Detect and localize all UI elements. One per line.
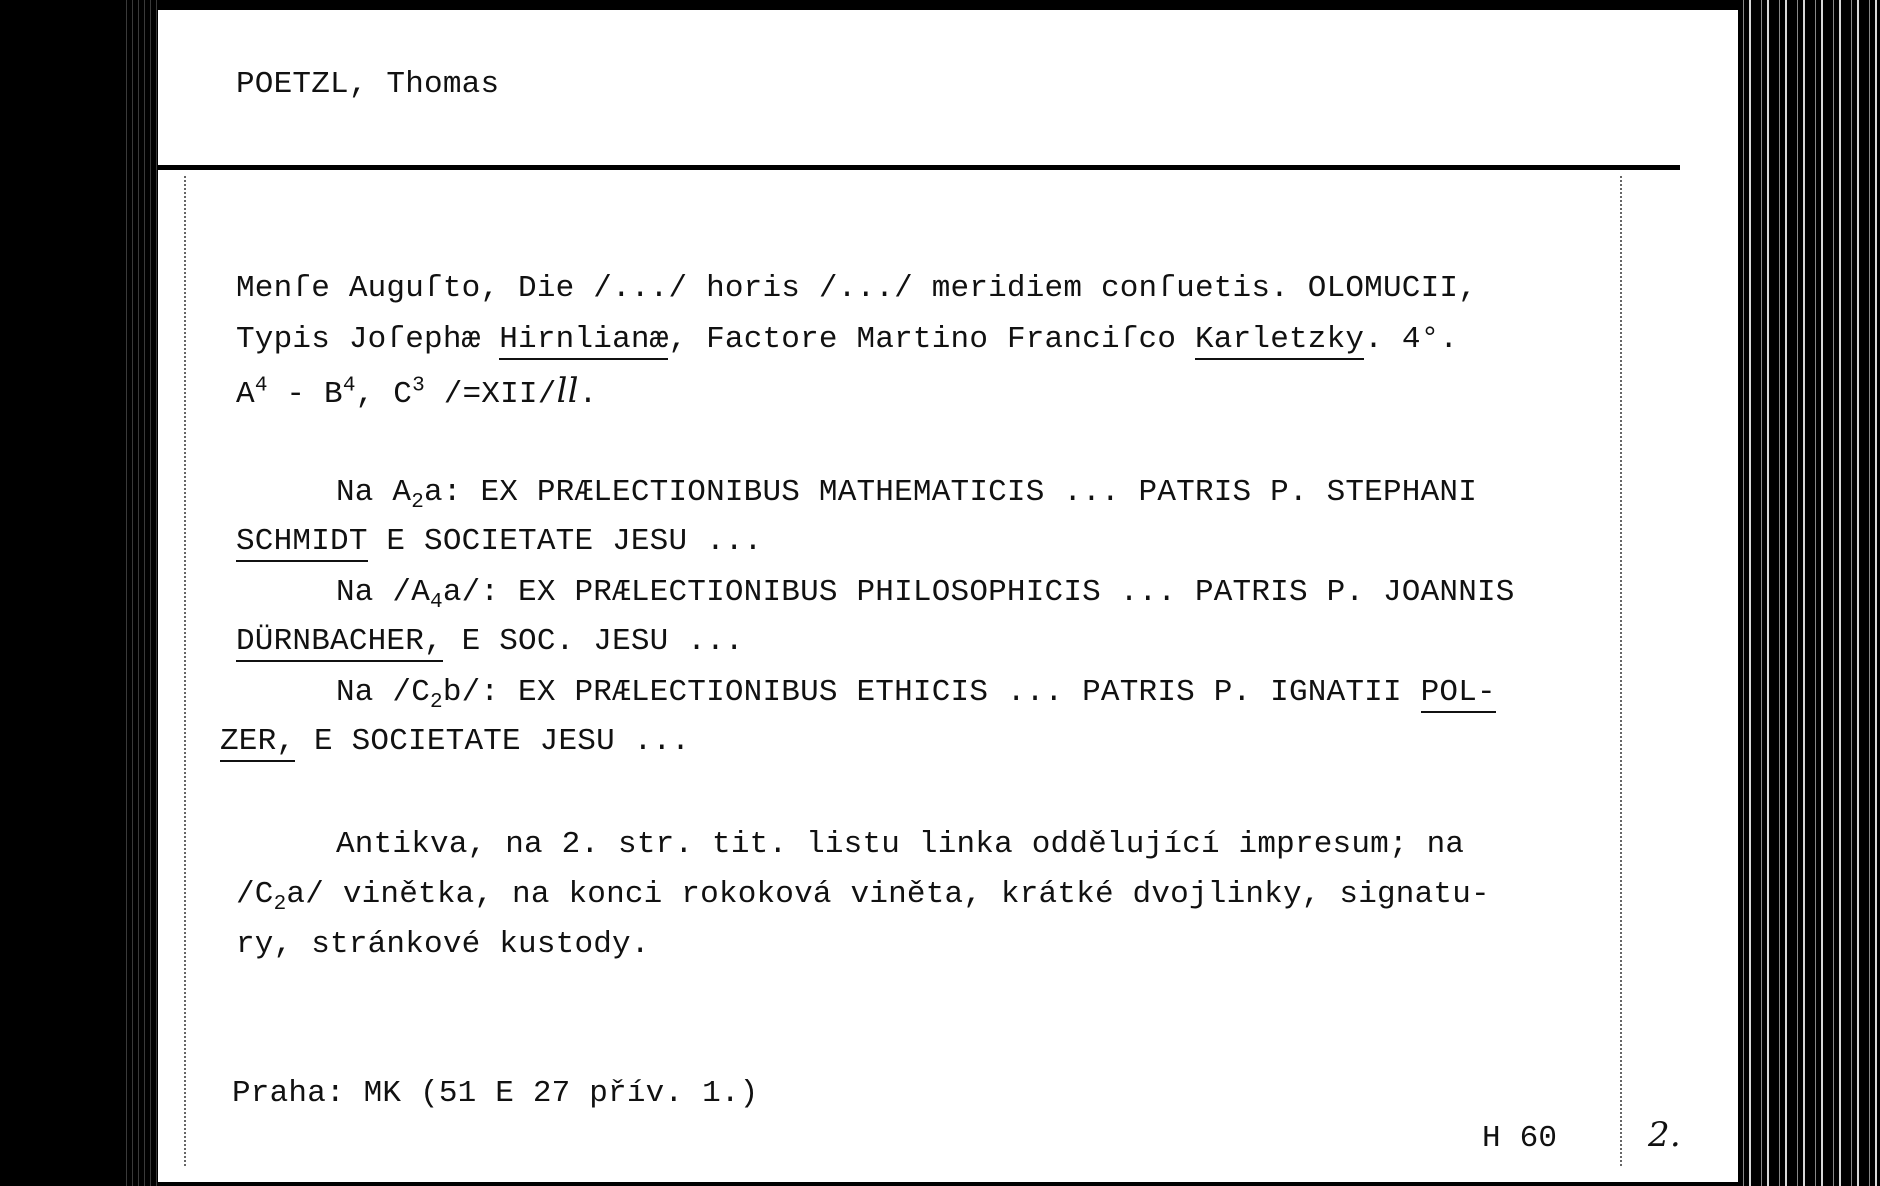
entry-1-line-1	[336, 475, 1478, 515]
entry-name: DÜRNBACHER,	[236, 624, 443, 662]
format-text: . 4°.	[1364, 322, 1459, 357]
description-line-2	[236, 877, 1490, 917]
imprint-line-1: Menſe Auguſto, Die /.../ horis /.../ meridiem conſuetis. OLOMUCII,	[236, 271, 1477, 306]
shelfmark: H 60	[1482, 1121, 1558, 1156]
collation-text: /=XII/	[424, 377, 557, 412]
collation-text: A	[236, 377, 255, 412]
description-text: /C	[236, 877, 274, 912]
entry-sub: 2	[411, 491, 425, 515]
factor-name: Karletzky	[1195, 322, 1364, 360]
entry-2-line-1	[336, 575, 1515, 615]
entry-lead: Na A	[336, 475, 412, 510]
description-line-1: Antikva, na 2. str. tit. listu linka oddělující impresum; na	[336, 827, 1465, 862]
handwritten-mark: ll	[556, 371, 579, 411]
entry-text: E SOC. JESU ...	[442, 624, 744, 659]
entry-text: E SOCIETATE JESU ...	[295, 724, 691, 759]
entry-1-line-2	[236, 525, 763, 559]
collation-text: - B	[267, 377, 343, 412]
collation-sup: 4	[254, 374, 268, 398]
entry-sub: 2	[430, 691, 443, 715]
entry-name: SCHMIDT	[236, 524, 368, 562]
catalog-card	[158, 10, 1738, 1182]
entry-lead: Na /A	[336, 575, 431, 610]
heading-author: POETZL, Thomas	[236, 67, 500, 102]
entry-3-line-1	[336, 675, 1496, 715]
entry-3-line-2	[220, 725, 690, 759]
imprint-text: Typis Joſephæ	[236, 322, 500, 357]
entry-name: POL-	[1421, 675, 1496, 713]
collation-text: .	[578, 377, 598, 412]
entry-text: a/: EX PRÆLECTIONIBUS PHILOSOPHICIS ... PATRIS P. JOANNIS	[442, 575, 1515, 610]
entry-text: E SOCIETATE JESU ...	[367, 524, 763, 559]
holding-location: Praha: MK (51 E 27 přív. 1.)	[232, 1076, 759, 1111]
description-text: a/ vinětka, na konci rokoková viněta, krátké dvojlinky, signatu-	[286, 877, 1490, 912]
entry-text: b/: EX PRÆLECTIONIBUS ETHICIS ... PATRIS P. IGNATII	[442, 675, 1421, 710]
entry-text: a: EX PRÆLECTIONIBUS MATHEMATICIS ... PATRIS P. STEPHANI	[424, 475, 1478, 510]
scan-border-left	[0, 0, 124, 1186]
dotted-margin-right	[1620, 176, 1622, 1166]
heading-rule	[158, 165, 1680, 170]
shelfmark-handwritten: 2.	[1648, 1115, 1681, 1155]
collation-line	[236, 371, 598, 412]
collation-sup: 3	[412, 374, 425, 398]
entry-2-line-2	[236, 625, 744, 659]
entry-name: ZER,	[220, 724, 295, 762]
imprint-text: , Factore Martino Franciſco	[668, 322, 1195, 357]
description-line-3: ry, stránkové kustody.	[236, 927, 650, 962]
collation-text: , C	[355, 377, 413, 412]
entry-sub: 4	[430, 591, 443, 615]
entry-lead: Na /C	[336, 675, 431, 710]
collation-sup: 4	[342, 374, 356, 398]
scan-edge-left	[124, 0, 160, 1186]
dotted-margin-left	[184, 176, 186, 1166]
printer-name: Hirnlianæ	[499, 322, 668, 360]
imprint-line-2	[236, 323, 1458, 357]
scan-edge-right	[1738, 0, 1880, 1186]
description-sub: 2	[273, 893, 287, 917]
